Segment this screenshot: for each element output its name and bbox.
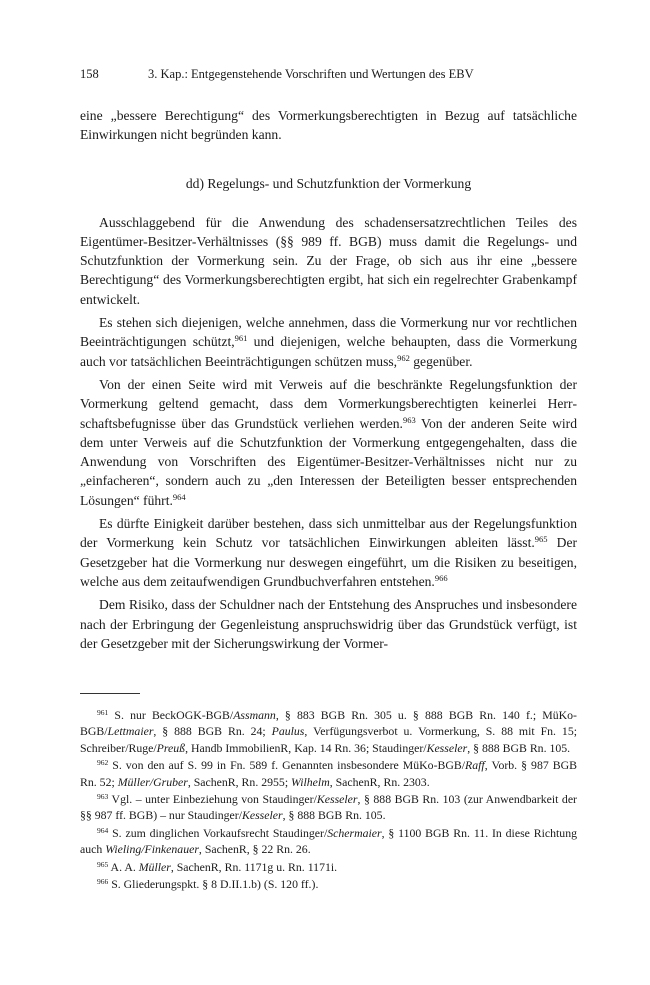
footnote-number: 965 [97,859,109,869]
footnotes [80,707,577,893]
paragraph [80,514,577,591]
author-name: Müller [138,859,171,874]
author-name: Lettmaier [107,724,154,739]
footnote-text: A. A. [108,859,139,874]
author-name: Raff [465,758,485,773]
paragraph [80,595,577,653]
footnote-text: , § 888 BGB Rn. 24; [153,724,272,739]
footnote-text: , Vorb. § 987 BGB Rn. 52; [80,758,577,789]
footnote [80,791,577,824]
footnote-ref[interactable]: 962 [397,352,410,363]
author-name: Preuß [156,740,186,755]
footnote-number: 961 [97,708,109,717]
author-name: Paulus [271,724,305,739]
footnote-text: S. von den auf S. 99 in Fn. 589 f. Genannten insbesondere MüKo-BGB/ [108,758,466,773]
section-heading: dd) Regelungs- und Schutzfunktion der Vormerkung [185,175,472,191]
footnote-number: 964 [97,825,109,835]
paragraph [80,106,577,145]
paragraph-text: Es stehen sich diejenigen, welche annehmen, dass die Vormerkung nur vor rechtlichen Beeinträchtigungen schützt, [80,315,577,350]
author-name: Kesseler [241,808,283,823]
author-name: Assmann [233,708,276,722]
paragraph-text: und diejenigen, welche behaupten, dass die Vormerkung auch vor tatsächlichen Beeinträchtigungen schützen muss, [80,334,577,369]
footnote-text: , § 883 BGB Rn. 305 u. § 888 BGB Rn. 140 f.; MüKo-BGB/ [80,708,577,739]
footnote-ref[interactable]: 963 [402,414,416,425]
paragraph-text: gegenüber. [409,353,473,369]
paragraph [80,375,577,510]
page-number: 158 [80,67,99,81]
footnote-text: , Handb ImmobilienR, Kap. 14 Rn. 36; Staudinger/ [185,740,427,755]
paragraph [80,313,577,371]
paragraph-text: Es dürfte Einigkeit darüber bestehen, dass sich unmittelbar aus der Regelungsfunktion der Vormerkung kein Schutz vor tatsächlichen Einwirkungen ableiten lässt. [80,516,577,551]
footnote-text: , Verfügungsverbot u. Vormerkung, S. 88 mit Fn. 15; Schreiber/Ruge/ [80,724,577,755]
footnote-text: , SachenR, Rn. 2303. [329,774,430,789]
paragraph-text: Der Gesetzgeber hat die Vormerkung nur deswegen eingeführt, um die Risiken zu beseitigen, welche aus dem zeitaufwendigen Grundbuchverfahren entstehen. [80,535,577,589]
paragraph-text: Ausschlaggebend für die Anwendung des schadensersatzrechtlichen Teiles des Eigentümer-Besitzer-Verhältnisses (§§ 989 ff. BGB) muss damit die Regelungs- und Schutzfunktion der Vormerkung sein. Zu der Frage, ob sich aus ihr eine „bessere Berechtigung“ des Vormerkungsberechtigten ergibt, hat sich ein regelrechter Grabenkampf entwickelt. [80,214,577,307]
footnote-ref[interactable]: 961 [234,333,248,344]
footnote-text: Vgl. – unter Einbeziehung von Staudinger/ [108,792,317,807]
author-name: Wieling/Finkenauer [105,842,199,857]
paragraph-text: eine „bessere Berechtigung“ des Vormerkungsberechtigten in Bezug auf tatsächliche Einwirkungen nicht begründen kann. [80,108,577,143]
footnote-ref[interactable]: 965 [534,534,548,545]
author-name: Müller/Gruber [117,774,188,789]
footnote-text: , SachenR, § 22 Rn. 26. [198,842,311,857]
footnote-text: S. Gliederungspkt. § 8 D.II.1.b) (S. 120 ff.). [108,877,319,892]
running-title: 3. Kap.: Entgegenstehende Vorschriften und Wertungen des EBV [148,67,474,81]
running-header [80,66,580,82]
footnote-number: 963 [97,792,109,802]
footnote-text: S. nur BeckOGK-BGB/ [108,708,234,722]
paragraph-text: Von der anderen Seite wird dem unter Verweis auf die Schutzfunktion der Vormerkung entgegengehalten, dass die Anwendung von Vorschriften des Eigentümer-Besitzer-Verhältnisses nicht nur zu „einfacheren“, sondern auch zu „den Interessen der Beteiligten besser entsprechenden Lösungen“ führt. [80,415,577,508]
author-name: Kesseler [316,792,358,807]
footnote [80,859,577,875]
main-text [80,106,577,657]
footnote-text: , § 888 BGB Rn. 105. [282,808,386,823]
footnote-divider [80,693,140,694]
footnote-text: S. zum dinglichen Vorkaufsrecht Staudinger/ [108,825,328,840]
paragraph-text: Dem Risiko, dass der Schuldner nach der Entstehung des Anspruches und insbesondere nach der Erbringung der Gegenleistung anspruchswidrig über das Grundstück verfügt, ist der Gesetzgeber mit der Sicherungswirkung der Vormer- [80,597,577,651]
footnote [80,825,577,858]
author-name: Wilhelm [291,774,330,789]
footnote-text: , § 888 BGB Rn. 103 (zur Anwendbarkeit der §§ 987 ff. BGB) – nur Staudinger/ [80,792,577,823]
footnote [80,876,577,892]
author-name: Kesseler [426,740,468,755]
footnote-text: , SachenR, Rn. 2955; [187,774,292,789]
footnote-text: , § 1100 BGB Rn. 11. In diese Richtung auch [80,825,577,857]
footnote-text: , § 888 BGB Rn. 105. [467,740,571,755]
paragraph-text: Von der einen Seite wird mit Verweis auf die beschränkte Regelungsfunktion der Vormerkung geltend gemacht, dass dem Vormerkungsberechtigten keinerlei Herrschaftsbefugnisse über das Grundstück verliehen werden. [80,376,577,431]
author-name: Schermaier [327,825,382,840]
footnote-ref[interactable]: 966 [434,572,448,583]
footnote-number: 962 [97,758,109,768]
footnote [80,707,577,756]
footnote-ref[interactable]: 964 [172,491,186,502]
footnote [80,757,577,790]
footnote-text: , SachenR, Rn. 1171g u. Rn. 1171i. [170,859,338,874]
paragraph [80,213,577,309]
footnote-number: 966 [97,877,109,887]
